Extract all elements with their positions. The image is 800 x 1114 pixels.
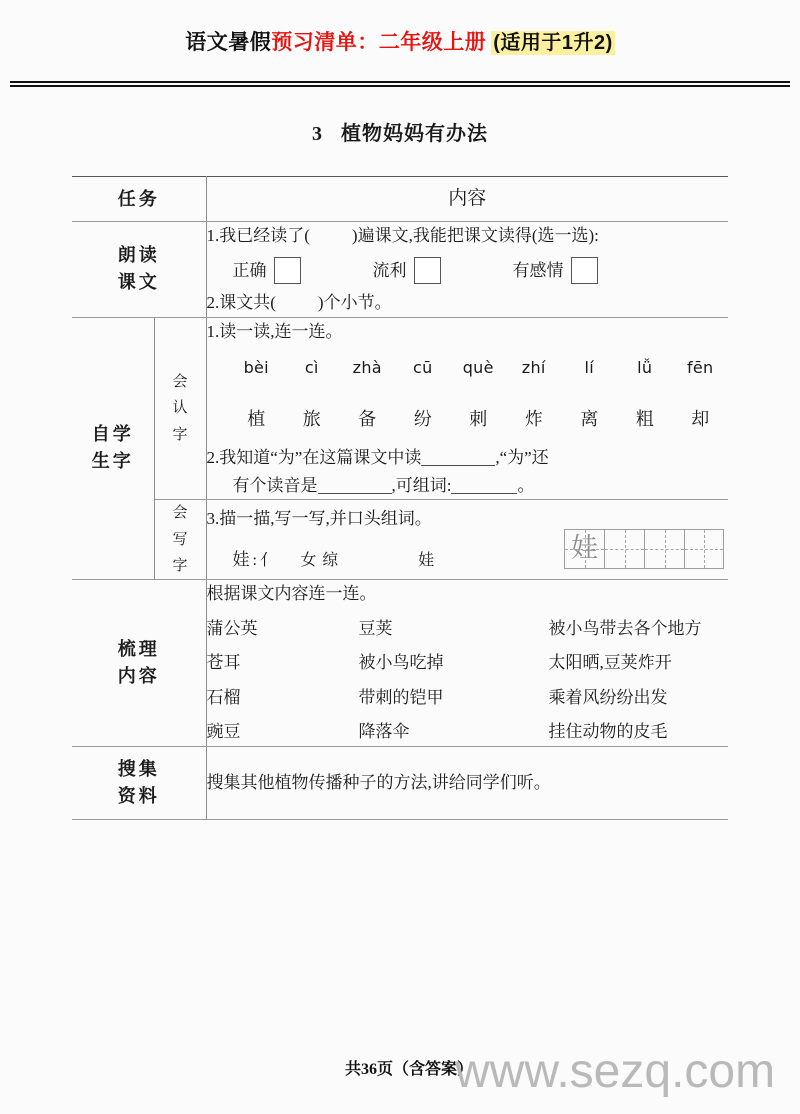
worksheet-table: [72, 176, 728, 820]
recognize-item-2-part3: 有个读音是: [232, 475, 318, 495]
content-read-aloud: [206, 222, 728, 318]
pinyin-2: zhà: [352, 358, 382, 378]
header-grade-badge: (适用于1升2): [493, 32, 613, 54]
grid-cell-2[interactable]: [604, 529, 644, 569]
recognize-item-1: 1.读一读,连一连。: [206, 321, 343, 341]
sub-label-write-c3: 字: [172, 557, 188, 574]
table-row-read-aloud: [72, 222, 728, 318]
recognize-blank-3[interactable]: [451, 477, 517, 494]
stroke-colon: :: [252, 552, 258, 570]
lesson-title-text: 植物妈妈有办法: [341, 123, 488, 145]
read-aloud-checkbox-row: [207, 257, 729, 285]
match-mid-1[interactable]: 豆荚: [358, 618, 393, 638]
pinyin-3: cū: [412, 358, 433, 378]
task-label-collect: [72, 746, 206, 819]
check-group-expressive: [513, 257, 598, 285]
match-left-3[interactable]: 石榴: [206, 687, 241, 707]
check-group-correct: [233, 257, 301, 285]
checkbox-expressive[interactable]: [571, 257, 598, 284]
hanzi-6: 离: [580, 409, 599, 430]
task-label-line2: 资料: [117, 785, 160, 806]
hanzi-4: 刺: [469, 409, 488, 430]
pinyin-5: zhí: [521, 358, 546, 378]
match-mid-3[interactable]: 带刺的铠甲: [358, 687, 444, 707]
page-header: [0, 26, 800, 56]
pinyin-8: fēn: [686, 358, 714, 378]
page-count-label: 共36页（含答案）: [345, 1061, 474, 1078]
content-collect: 搜集其他植物传播种子的方法,讲给同学们听。: [206, 746, 728, 819]
match-left-4[interactable]: 豌豆: [206, 722, 241, 742]
read-item-1: [207, 222, 729, 250]
write-section: [207, 505, 729, 574]
task-label-self-study: [72, 317, 154, 579]
page-title: [0, 117, 800, 146]
recognize-item-2-line1: [207, 444, 729, 472]
match-left-1[interactable]: 蒲公英: [206, 618, 258, 638]
recognize-item-2-part1: 2.我知道“为”在这篇课文中读: [206, 448, 422, 468]
header-cell-content: 内容: [206, 177, 728, 222]
recognize-blank-2[interactable]: [318, 477, 392, 494]
pinyin-4: què: [462, 358, 494, 378]
task-label-organize: [72, 580, 206, 747]
grid-cell-1[interactable]: [564, 529, 604, 569]
header-title-black: 语文暑假: [185, 30, 272, 54]
match-right-1[interactable]: 被小鸟带去各个地方: [548, 618, 702, 638]
sub-label-write-c1: 会: [172, 505, 188, 522]
read-item-1-prefix: 1.我已经读了(: [206, 226, 310, 245]
sub-label-write-c2: 写: [172, 531, 188, 548]
lesson-number: 3: [312, 123, 323, 145]
recognize-item-2-line2: [207, 472, 729, 500]
content-organize: [206, 580, 728, 747]
content-write: [206, 500, 728, 580]
check-label-fluent: 流利: [372, 260, 407, 280]
match-right-4[interactable]: 挂住动物的皮毛: [548, 722, 668, 742]
match-right-3[interactable]: 乘着风纷纷出发: [548, 687, 668, 707]
checkbox-fluent[interactable]: [414, 257, 441, 284]
pinyin-0: bèi: [243, 358, 269, 378]
hanzi-1: 旅: [302, 409, 321, 430]
pinyin-6: lí: [584, 358, 594, 378]
header-divider: [10, 81, 790, 87]
hanzi-2: 备: [358, 409, 377, 430]
check-group-fluent: [373, 257, 441, 285]
hanzi-row: [207, 405, 729, 434]
check-label-expressive: 有感情: [512, 260, 564, 280]
sub-label-write: [154, 500, 206, 580]
task-label-read-aloud: [72, 222, 206, 318]
read-item-2: [207, 289, 729, 317]
hanzi-7: 粗: [635, 409, 654, 430]
table-row: [207, 615, 729, 643]
recognize-item-2-part2: ,“为”还: [495, 448, 549, 468]
match-right-2[interactable]: 太阳晒,豆荚炸开: [548, 653, 672, 673]
read-item-2-suffix: )个小节。: [317, 293, 392, 313]
grid-cell-4[interactable]: [684, 529, 724, 569]
watermark: www.sezq.com: [455, 1045, 776, 1098]
checkbox-correct[interactable]: [274, 257, 301, 284]
hanzi-3: 纷: [413, 409, 432, 430]
hanzi-5: 炸: [524, 409, 543, 430]
sub-label-recognize-c2: 认: [172, 400, 188, 417]
recognize-item-2-part4: ,可组词:: [391, 475, 452, 495]
task-label-line1: 自学: [91, 424, 134, 445]
hanzi-0: 植: [247, 409, 266, 430]
task-label-line2: 内容: [117, 665, 160, 686]
table-row-organize-content: [72, 580, 728, 747]
table-row-recognize-characters: [72, 317, 728, 500]
sub-label-recognize-c1: 会: [172, 374, 188, 391]
content-recognize: [206, 317, 728, 500]
table-row: [207, 649, 729, 677]
table-row-write-characters: [72, 500, 728, 580]
read-item-1-suffix: )遍课文,我能把课文读得(选一选):: [351, 226, 599, 245]
task-label-line1: 朗读: [117, 245, 160, 266]
header-cell-task: 任务: [72, 177, 206, 222]
recognize-blank-1[interactable]: [421, 449, 495, 466]
table-row-collect-materials: [72, 746, 728, 819]
sub-label-recognize-c3: 字: [172, 426, 188, 443]
stroke-order-steps: ⺅ 𰀃 女 𫟅 𰀅 𰀆 𰀇 𰀈 娃: [259, 552, 436, 570]
table-header-row: [72, 177, 728, 222]
recognize-item-2-part5: 。: [517, 475, 535, 495]
match-left-2[interactable]: 苍耳: [206, 653, 241, 673]
sub-label-recognize: [154, 317, 206, 500]
task-label-line1: 搜集: [117, 758, 160, 779]
match-mid-4[interactable]: 降落伞: [358, 722, 410, 742]
header-title-group: [185, 26, 615, 56]
task-label-line1: 梳理: [117, 638, 160, 659]
header-title-red: 预习清单：二年级上册: [271, 30, 487, 54]
task-label-line2: 课文: [117, 272, 160, 293]
table-row: [207, 718, 729, 746]
stroke-target-char: 娃: [232, 550, 251, 570]
pinyin-row: [207, 355, 729, 381]
table-row: [207, 684, 729, 712]
practice-grid[interactable]: [564, 529, 724, 569]
pinyin-7: lǚ: [637, 358, 653, 378]
hanzi-8: 却: [691, 409, 710, 430]
page-footer: [0, 1045, 800, 1098]
read-item-2-prefix: 2.课文共(: [206, 293, 276, 313]
task-label-line2: 生字: [91, 451, 134, 472]
match-mid-2[interactable]: 被小鸟吃掉: [358, 653, 444, 673]
grid-cell-3[interactable]: [644, 529, 684, 569]
grid-ghost-char: 娃: [571, 533, 598, 564]
match-intro: 根据课文内容连一连。: [206, 584, 377, 603]
pinyin-1: cì: [304, 358, 319, 378]
write-item-3: 3.描一描,写一写,并口头组词。: [206, 508, 432, 528]
check-label-correct: 正确: [232, 260, 267, 280]
